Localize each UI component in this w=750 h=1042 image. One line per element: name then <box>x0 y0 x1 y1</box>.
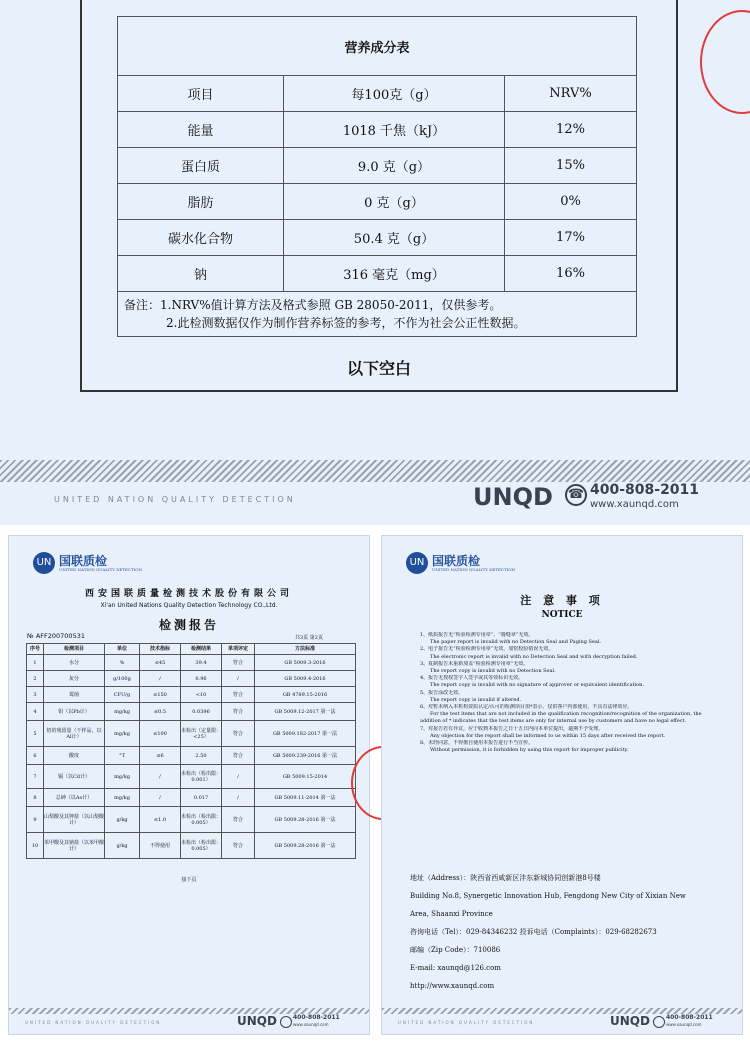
cell: °T <box>105 747 140 765</box>
cell: 39.4 <box>181 655 222 671</box>
cell: 山梨酸及其钾盐（以山梨酸计） <box>44 807 105 833</box>
list-item: Without permission, it is forbidden by using this report for improper publicity. <box>430 747 629 754</box>
cell: / <box>140 789 181 807</box>
cell: ≤100 <box>140 721 181 747</box>
table-row <box>27 655 356 671</box>
logo-subtext: UNITED NATION QUALITY DETECTION <box>59 566 143 572</box>
cell: 未检出（检出限：0.005） <box>181 833 222 859</box>
cell: 6 <box>27 747 44 765</box>
cell: 2.50 <box>181 747 222 765</box>
list-item: 3、复制报告未重新加盖“检验检测专用章”无效。 <box>420 660 529 667</box>
page-info: 共3页 第2页 <box>295 635 323 641</box>
cell: GB 5009.239-2016 第一法 <box>255 747 356 765</box>
phone-icon <box>653 1016 665 1028</box>
list-item: The electronic report is invalid with no Detection Seal and with decryption failed. <box>430 653 638 660</box>
cell: ≤6 <box>140 747 181 765</box>
cell: ≤150 <box>140 687 181 703</box>
page-footer <box>9 1014 369 1030</box>
cell: 符合 <box>222 807 255 833</box>
cell: 水分 <box>44 655 105 671</box>
table-row <box>27 765 356 789</box>
company-logo <box>33 552 142 574</box>
cell: 7 <box>27 765 44 789</box>
logo-text: 国联质检 <box>432 553 481 568</box>
header-cell: 单项评定 <box>222 644 255 655</box>
table-row <box>118 148 637 184</box>
web-link[interactable]: http://www.xaunqd.com <box>410 982 495 990</box>
brand-logo: UNQD <box>237 1014 277 1028</box>
cell: / <box>222 671 255 687</box>
cell-value: 50.4 克（g） <box>284 220 505 256</box>
cell: 符合 <box>222 687 255 703</box>
header-cell: 单位 <box>105 644 140 655</box>
cell: 0.96 <box>181 671 222 687</box>
table-row <box>27 687 356 703</box>
logo-emblem-icon: UN <box>406 552 428 574</box>
zip-code: 邮编（Zip Code）：710086 <box>410 946 501 954</box>
note-line-1: 备注：1.NRV%值计算方法及格式参照 GB 28050-2011，仅供参考。 <box>124 298 502 312</box>
company-name-en: Xi'an United Nations Quality Detection Technology CO.,Ltd. <box>100 602 278 609</box>
header-cell: 技术指标 <box>140 644 181 655</box>
notice-page <box>381 535 743 1035</box>
cell: g/kg <box>105 833 140 859</box>
logo-subtext: UNITED NATION QUALITY DETECTION <box>432 566 516 572</box>
address-en-line2: Area, Shaanxi Province <box>410 910 493 918</box>
cell: g/100g <box>105 671 140 687</box>
cell: GB 5009.11-2014 第一法 <box>255 789 356 807</box>
cell: / <box>140 671 181 687</box>
cell: / <box>222 765 255 789</box>
nutrition-table <box>117 16 637 337</box>
cell: 2 <box>27 671 44 687</box>
stripe-divider <box>0 460 750 482</box>
cell: 0.017 <box>181 789 222 807</box>
cell: 8 <box>27 789 44 807</box>
table-row <box>27 703 356 721</box>
phone-icon: ☎ <box>565 484 587 506</box>
table-row <box>118 256 637 292</box>
cell: 苯甲酸及其钠盐（以苯甲酸计） <box>44 833 105 859</box>
cell: 1 <box>27 655 44 671</box>
list-item: 2、电子报告无“检验检测专用章”无效，加密校验错误无效。 <box>420 646 554 653</box>
cell: 4 <box>27 703 44 721</box>
cell: ≤0.5 <box>140 703 181 721</box>
list-item: The report copy is invalid if altered. <box>430 696 522 703</box>
cell-value: 316 毫克（mg） <box>284 256 505 292</box>
cell-nrv: 15% <box>505 148 637 184</box>
cell: % <box>105 655 140 671</box>
cell: GB 5009.12-2017 第一法 <box>255 703 356 721</box>
cell: 酸度 <box>44 747 105 765</box>
brand-logo: UNQD <box>473 483 553 511</box>
list-item: For the test items that are not included in the qualification recognition/recognition of the organization, the <box>430 711 702 718</box>
table-row <box>118 112 637 148</box>
logo-emblem-icon: UN <box>33 552 55 574</box>
list-item: 8、未经同意，不得擅自使用本报告进行不当宣传。 <box>420 740 534 747</box>
cell: ≤1.0 <box>140 807 181 833</box>
list-item: The report copy is invalid with no Detection Seal. <box>430 668 556 675</box>
cell-nrv: 0% <box>505 184 637 220</box>
cell-nrv: 17% <box>505 220 637 256</box>
report-number: № AFF200700531 <box>27 632 85 640</box>
table-row <box>27 721 356 747</box>
cell: GB 5009.3-2016 <box>255 655 356 671</box>
cell: 0.0396 <box>181 703 222 721</box>
table-row <box>27 789 356 807</box>
footer-tagline: UNITED NATION QUALITY DETECTION <box>25 1020 162 1025</box>
list-item: addition of * indicates that the test items are only for internal use by customers and have no legal effect. <box>420 718 687 725</box>
website: www.xaunqd.com <box>590 499 679 510</box>
header-per100g: 每100克（g） <box>284 76 505 112</box>
cell-value: 0 克（g） <box>284 184 505 220</box>
cell: g/kg <box>105 807 140 833</box>
test-results-table <box>26 643 356 859</box>
note-line-2: 2.此检测数据仅作为制作营养标签的参考，不作为社会公正性数据。 <box>166 316 526 330</box>
cell: CFU/g <box>105 687 140 703</box>
brand-logo: UNQD <box>610 1014 650 1028</box>
cell: GB 4789.15-2016 <box>255 687 356 703</box>
cell: 符合 <box>222 721 255 747</box>
cell: mg/kg <box>105 721 140 747</box>
list-item: The paper report is invalid with no Detection Seal and Paging Seal. <box>430 639 602 646</box>
table-header-row <box>118 76 637 112</box>
cell-name: 能量 <box>118 112 284 148</box>
cell: 9 <box>27 807 44 833</box>
cell-name: 脂肪 <box>118 184 284 220</box>
list-item: 5、报告涂改无效。 <box>420 689 464 696</box>
address-en-line1: Building No.8, Synergetic Innovation Hub, Fengdong New City of Xixian New <box>410 892 686 900</box>
company-name: 西安国联质量检测技术股份有限公司 <box>84 589 293 599</box>
header-nrv: NRV% <box>505 76 637 112</box>
hotline: 400-808-2011 <box>666 1014 713 1021</box>
cell: 未检出（检出限：0.001） <box>181 765 222 789</box>
cell: 3 <box>27 687 44 703</box>
cell: / <box>222 789 255 807</box>
table-row <box>118 184 637 220</box>
header-cell: 方法标准 <box>255 644 356 655</box>
cell: <10 <box>181 687 222 703</box>
cell: mg/kg <box>105 765 140 789</box>
cell-name: 蛋白质 <box>118 148 284 184</box>
header-cell: 序号 <box>27 644 44 655</box>
list-item: 6、对暂未纳入本机构资质认定/认可的检测项目加*表示，仅供客户内部使用，不具有法律效应。 <box>420 704 633 711</box>
cell: 灰分 <box>44 671 105 687</box>
cell: 未检出（定量限：<25） <box>181 721 222 747</box>
list-item: 1、纸质报告无“检验检测专用章”、“骑缝章”无效。 <box>420 632 534 638</box>
footer-tagline: UNITED NATION QUALITY DETECTION <box>398 1020 535 1025</box>
cell: 霉菌 <box>44 687 105 703</box>
list-item: Any objection for the report shall be informed to us within 15 days after received the report. <box>430 732 666 739</box>
list-item: 4、报告无授权签字人签字或其等效标识无效。 <box>420 675 524 682</box>
cell-value: 1018 千焦（kJ） <box>284 112 505 148</box>
blank-below-text: 以下空白 <box>346 359 411 378</box>
cell: 10 <box>27 833 44 859</box>
header-item: 项目 <box>118 76 284 112</box>
nutrition-title: 营养成分表 <box>118 17 637 76</box>
table-row <box>27 807 356 833</box>
cell: mg/kg <box>105 703 140 721</box>
test-report-page <box>8 535 370 1035</box>
cell: ≤45 <box>140 655 181 671</box>
table-row <box>118 220 637 256</box>
cell: 符合 <box>222 655 255 671</box>
cell: 铅（以Pb计） <box>44 703 105 721</box>
table-row <box>27 671 356 687</box>
website: www.xaunqd.com <box>293 1022 329 1027</box>
cell-nrv: 12% <box>505 112 637 148</box>
telephone: 咨询电话（Tel）：029-84346232 投诉电话（Complaints）：029-68282673 <box>410 928 657 936</box>
list-item: The report copy is invalid with no signature of approver or equivalent identification. <box>430 682 644 689</box>
cell: 符合 <box>222 833 255 859</box>
notice-title: 注 意 事 项 <box>520 594 604 607</box>
company-logo <box>406 552 515 574</box>
cell: mg/kg <box>105 789 140 807</box>
address-cn: 地址（Address）：陕西省西咸新区沣东新城协同创新港8号楼 <box>410 874 601 882</box>
cell: 镉（以Cd计） <box>44 765 105 789</box>
cell: 符合 <box>222 747 255 765</box>
cell: 符合 <box>222 703 255 721</box>
cell: 铝的残留量（干样品，以Al计） <box>44 721 105 747</box>
cell: GB 5009.182-2017 第一法 <box>255 721 356 747</box>
table-header-row <box>27 644 356 655</box>
notice-title-en: NOTICE <box>541 610 583 620</box>
header-cell: 检测项目 <box>44 644 105 655</box>
footer-tagline: UNITED NATION QUALITY DETECTION <box>54 495 296 504</box>
cell-name: 钠 <box>118 256 284 292</box>
logo-text: 国联质检 <box>59 553 108 568</box>
continued-text: 接下页 <box>181 877 197 883</box>
table-row <box>27 833 356 859</box>
contact-info <box>410 869 730 995</box>
cell: GB 5009.4-2016 <box>255 671 356 687</box>
page-footer <box>382 1014 742 1030</box>
cell-nrv: 16% <box>505 256 637 292</box>
phone-icon <box>280 1016 292 1028</box>
hotline: 400-808-2011 <box>293 1014 340 1021</box>
cell: 不得使用 <box>140 833 181 859</box>
cell: GB 5009.28-2016 第一法 <box>255 833 356 859</box>
cell: / <box>140 765 181 789</box>
red-seal-stamp <box>700 10 750 114</box>
header-cell: 检测结果 <box>181 644 222 655</box>
cell-name: 碳水化合物 <box>118 220 284 256</box>
table-row <box>27 747 356 765</box>
notice-list <box>420 632 720 754</box>
cell: GB 5009.28-2016 第一法 <box>255 807 356 833</box>
cell: 总砷（以As计） <box>44 789 105 807</box>
cell: GB 5009.15-2014 <box>255 765 356 789</box>
cell-value: 9.0 克（g） <box>284 148 505 184</box>
list-item: 7、对报告若有异议，应于收到本报告之日十五日内向本单位提出，逾期不予受理。 <box>420 725 604 732</box>
nutrition-note <box>118 292 637 337</box>
email: E-mail: xaunqd@126.com <box>410 964 501 972</box>
website: www.xaunqd.com <box>666 1022 702 1027</box>
hotline: 400-808-2011 <box>590 482 700 498</box>
report-title: 检测报告 <box>158 618 219 632</box>
cell: 5 <box>27 721 44 747</box>
cell: 未检出（检出限：0.005） <box>181 807 222 833</box>
